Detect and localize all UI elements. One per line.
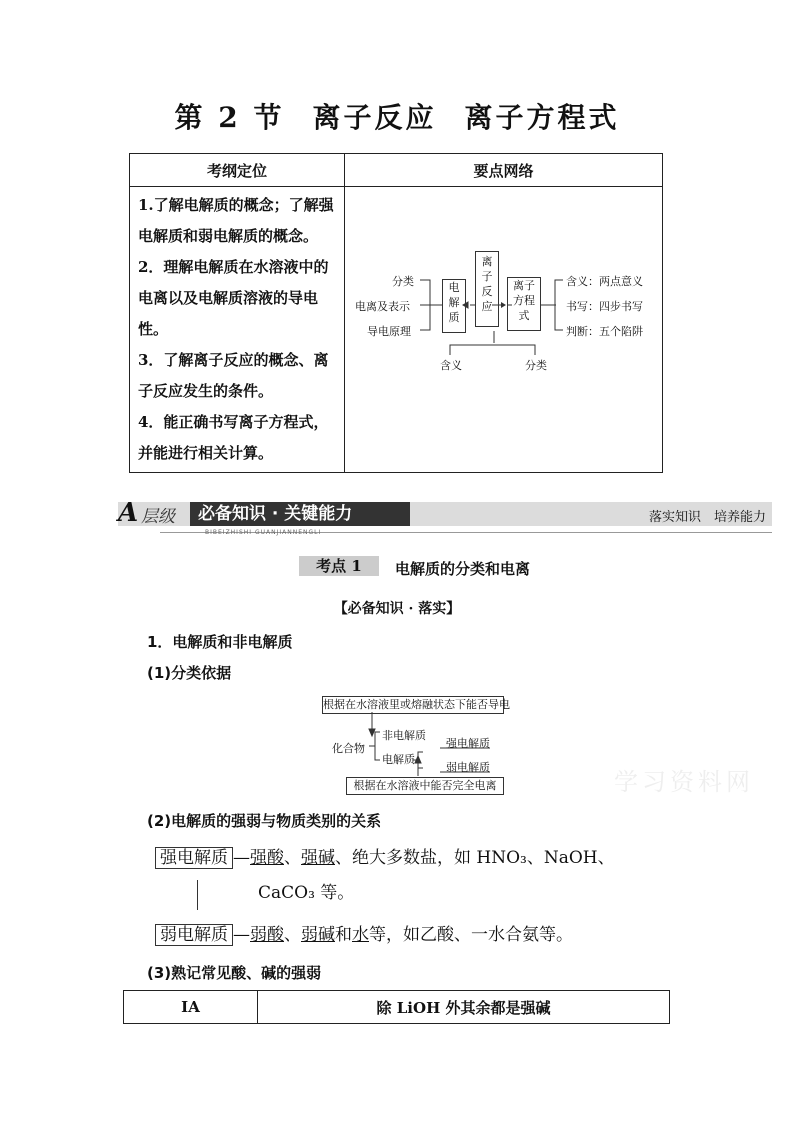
requirement-item: 3．了解离子反应的概念、离子反应发生的条件。 xyxy=(138,351,329,400)
sub-heading: 【必备知识 · 落实】 xyxy=(333,601,461,617)
weak-electrolyte-box: 弱电解质 xyxy=(155,924,233,946)
weak-rest: 等，如乙酸、一水合氨等。 xyxy=(369,925,573,945)
and-word: 和 xyxy=(335,925,352,945)
strong-rest: 、绝大多数盐，如 HNO₃、NaOH、 xyxy=(335,848,615,868)
header-right: 要点网络 xyxy=(345,154,663,187)
weak-base: 弱碱 xyxy=(301,925,335,945)
basis-bottom-box: 根据在水溶液中能否完全电离 xyxy=(346,777,504,795)
compound-label: 化合物 xyxy=(332,742,365,755)
section-name-2: 离子方程式 xyxy=(464,101,620,134)
requirement-item: 4．能正确书写离子方程式，并能进行相关计算。 xyxy=(138,413,329,462)
separator: 、 xyxy=(284,848,301,868)
section-heading: 1．电解质和非电解质 xyxy=(147,633,293,651)
strong-base: 强碱 xyxy=(301,848,335,868)
section-name-1: 离子反应 xyxy=(312,101,437,134)
weak-acid: 弱酸 xyxy=(250,925,284,945)
key-network-diagram xyxy=(345,187,663,473)
banner-level: 层级 xyxy=(141,507,175,527)
right-item-judgement: 判断：五个陷阱 xyxy=(566,325,643,338)
box-ionic-equation: 离子方程式 xyxy=(507,277,541,331)
left-item-classification: 分类 xyxy=(392,275,414,288)
subsection-relation: (2)电解质的强弱与物质类别的关系 xyxy=(147,812,382,830)
table-row xyxy=(124,991,670,1024)
left-item-ionization: 电离及表示 xyxy=(355,300,410,313)
separator: 、 xyxy=(284,925,301,945)
requirement-item: 2．理解电解质在水溶液中的电离以及电解质溶液的导电性。 xyxy=(138,258,329,338)
section-number: 第 2 节 xyxy=(174,101,285,134)
group-cell: ⅠA xyxy=(124,991,258,1024)
keypoint-title: 电解质的分类和电离 xyxy=(395,560,531,578)
description-cell: 除 LiOH 外其余都是强碱 xyxy=(258,991,670,1024)
bottom-item-classification: 分类 xyxy=(525,359,547,372)
basis-top-box: 根据在水溶液里或熔融状态下能否导电 xyxy=(322,696,504,714)
banner-title: 必备知识 · 关键能力 xyxy=(190,502,410,526)
banner-letter: A xyxy=(118,498,139,528)
right-item-meaning: 含义：两点意义 xyxy=(566,275,643,288)
left-item-conduction: 导电原理 xyxy=(367,325,411,338)
keypoint-label: 考点 1 xyxy=(299,556,379,576)
subsection-acids-bases: (3)熟记常见酸、碱的强弱 xyxy=(147,964,322,982)
box-electrolyte: 电解质 xyxy=(442,279,466,333)
electrolyte-label: 电解质 xyxy=(382,753,415,766)
right-item-writing: 书写：四步书写 xyxy=(566,300,643,313)
header-left: 考纲定位 xyxy=(130,154,345,187)
weak-electrolyte-label: 弱电解质 xyxy=(446,761,490,774)
dash: — xyxy=(233,925,250,945)
water: 水 xyxy=(352,925,369,945)
strong-electrolyte-label: 强电解质 xyxy=(446,737,490,750)
strong-electrolyte-row xyxy=(155,843,615,871)
connector-line xyxy=(197,880,198,910)
strong-electrolyte-box: 强电解质 xyxy=(155,847,233,869)
page-title xyxy=(0,96,794,136)
watermark: 学习资料网 xyxy=(614,768,754,796)
banner-right-text: 落实知识 培养能力 xyxy=(648,510,766,525)
dash: — xyxy=(233,848,250,868)
weak-electrolyte-row xyxy=(155,920,573,948)
strong-line2: CaCO₃ 等。 xyxy=(258,883,355,903)
syllabus-table xyxy=(129,153,663,473)
bottom-item-meaning: 含义 xyxy=(440,359,462,372)
requirements-cell xyxy=(130,187,345,473)
subsection-basis: (1)分类依据 xyxy=(147,664,232,682)
banner-pinyin: BIBEIZHISHI GUANJIANNENGLI xyxy=(205,529,322,536)
acid-base-table xyxy=(123,990,670,1024)
non-electrolyte-label: 非电解质 xyxy=(382,729,426,742)
strong-acid: 强酸 xyxy=(250,848,284,868)
box-ionic-reaction: 离子反应 xyxy=(475,251,499,327)
requirement-item: 1.了解电解质的概念；了解强电解质和弱电解质的概念。 xyxy=(138,196,334,245)
